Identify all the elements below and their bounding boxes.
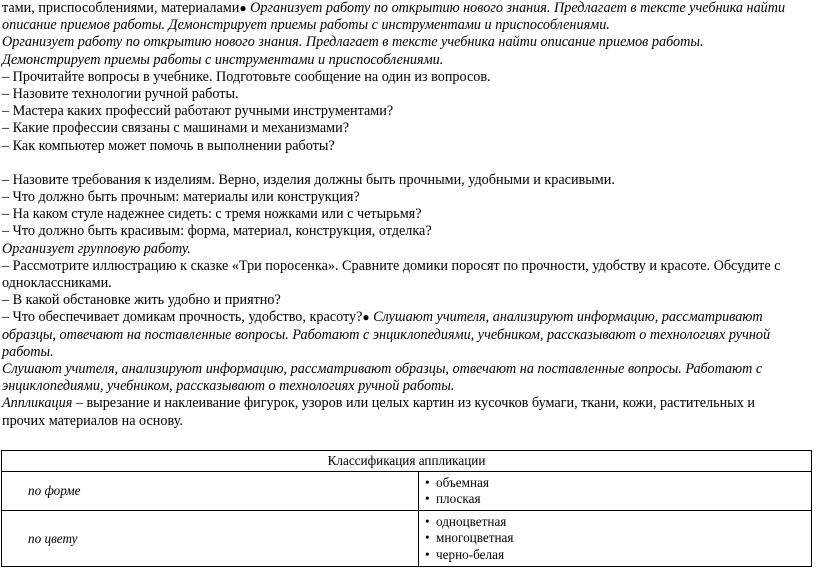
list-item xyxy=(425,491,811,508)
question-line: – Назовите технологии ручной работы. xyxy=(2,86,239,103)
requirement-line: – На каком стуле надежнее сидеть: с тремя ножками или с четырьмя? xyxy=(2,206,422,223)
classification-table xyxy=(1,450,812,567)
list-item xyxy=(425,475,811,492)
item-text: одноцветная xyxy=(436,513,507,529)
item-text: плоская xyxy=(436,491,481,506)
table-header: Классификация аппликации xyxy=(2,451,812,472)
table-row xyxy=(2,511,812,567)
text-organizes-work: Организует работу по открытию нового знания. Предлагает в тексте учебника найти xyxy=(246,0,786,16)
paragraph-intro-line-1 xyxy=(2,0,814,17)
bullet-icon: • xyxy=(425,530,430,546)
text-materials: тами, приспособлениями, материалами xyxy=(2,0,240,16)
paragraph-organizes-line-2: Демонстрирует приемы работы с инструментами и приспособлениями. xyxy=(2,51,444,68)
bullet-icon: • xyxy=(425,474,430,490)
question-line: – Мастера каких профессий работают ручными инструментами? xyxy=(2,103,394,120)
item-text: многоцветная xyxy=(436,530,514,546)
group-work-line: – В какой обстановке жить удобно и приятно? xyxy=(2,292,281,309)
row-items-by-form xyxy=(419,472,812,511)
students-activity-line: образцы, отвечают на поставленные вопросы. Работают с энциклопедиями, учебником, рассказывают о технологиях ручной xyxy=(2,326,771,343)
bullet-icon: • xyxy=(425,491,430,506)
list-item xyxy=(425,514,811,531)
question-line: – Какие профессии связаны с машинами и механизмами? xyxy=(2,120,350,137)
students-activity-line: Слушают учителя, анализируют информацию, рассматривают образцы, отвечают на поставленные вопросы. Работают с xyxy=(2,361,763,378)
list-item xyxy=(425,530,811,547)
paragraph-intro-line-2: описание приемов работы. Демонстрирует приемы работы с инструментами и приспособлениями. xyxy=(2,17,610,34)
group-work-line: одноклассниками. xyxy=(2,275,112,292)
bullet-icon: • xyxy=(425,546,430,562)
applique-definition-line-1 xyxy=(2,395,814,412)
applique-definition-line-2: прочих материалов на основу. xyxy=(2,412,183,429)
blank-line xyxy=(2,155,814,172)
text-students-listen: Слушают учителя, анализируют информацию, рассматривают xyxy=(369,309,763,326)
text-applique-definition: – вырезание и наклеивание фигурок, узоров или целых картин из кусочков бумаги, ткани, кожи, растительных и xyxy=(72,395,755,412)
term-applique: Аппликация xyxy=(2,395,73,412)
question-line: – Как компьютер может помочь в выполнении работы? xyxy=(2,137,335,154)
row-label-by-color: по цвету xyxy=(2,511,419,567)
bullet-icon: ● xyxy=(239,1,247,15)
question-line: – Прочитайте вопросы в учебнике. Подготовьте сообщение на один из вопросов. xyxy=(2,68,491,85)
list-item xyxy=(425,547,811,564)
group-work-line-mixed xyxy=(2,309,814,326)
text-question-strength: – Что обеспечивает домикам прочность, удобство, красоту? xyxy=(2,309,363,326)
students-activity-line: энциклопедиями, учебником, рассказывают о технологиях ручной работы. xyxy=(2,378,455,395)
students-activity-line: работы. xyxy=(2,343,54,360)
row-label-by-form: по форме xyxy=(2,472,419,511)
requirement-line: – Назовите требования к изделиям. Верно, изделия должны быть прочными, удобными и красивыми. xyxy=(2,171,615,188)
bullet-icon: • xyxy=(425,513,430,529)
bullet-icon: ● xyxy=(362,310,370,325)
item-text: объемная xyxy=(436,474,489,490)
item-text: черно-белая xyxy=(436,546,505,562)
row-items-by-color xyxy=(419,511,812,567)
group-work-heading: Организует групповую работу. xyxy=(2,240,191,257)
group-work-line: – Рассмотрите иллюстрацию к сказке «Три поросенка». Сравните домики поросят по прочности, удобству и красоте. Обсудите с xyxy=(2,257,781,274)
requirement-line: – Что должно быть прочным: материалы или конструкция? xyxy=(2,189,360,206)
table-row xyxy=(2,472,812,511)
requirement-line: – Что должно быть красивым: форма, материал, конструкция, отделка? xyxy=(2,223,432,240)
paragraph-organizes-line-1: Организует работу по открытию нового знания. Предлагает в тексте учебника найти описание приемов работы. xyxy=(2,34,704,51)
